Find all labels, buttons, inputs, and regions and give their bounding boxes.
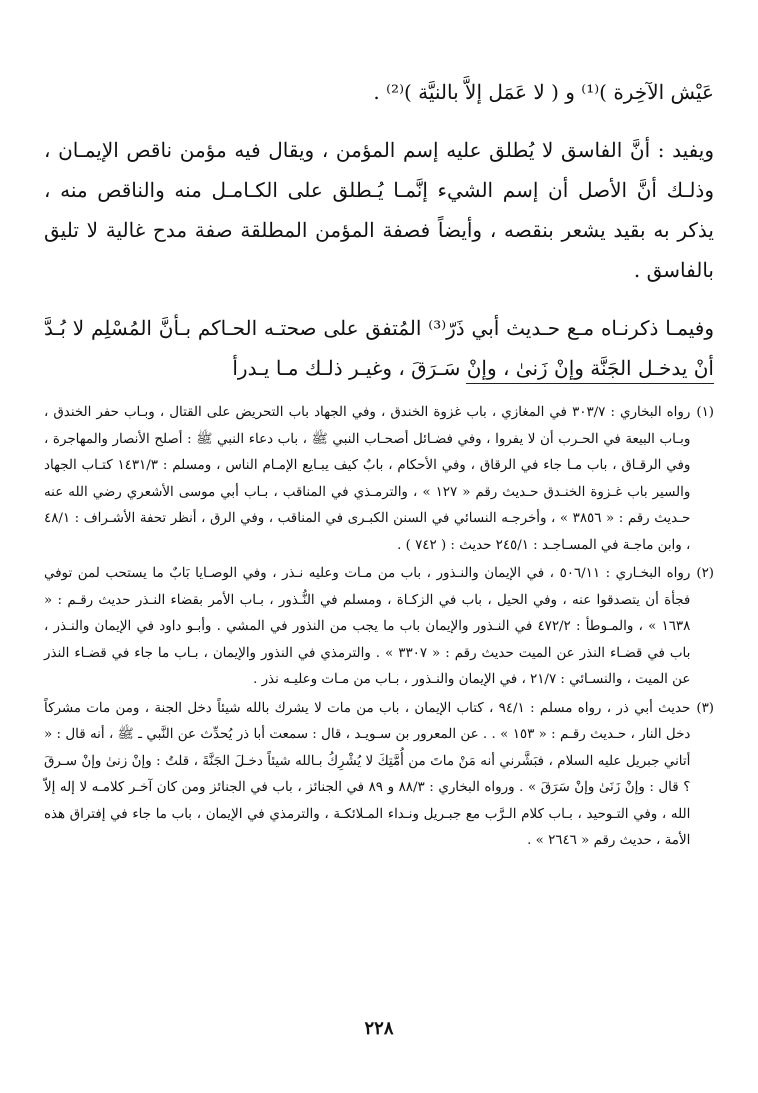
footnote-number: (٢) [696, 566, 714, 581]
footnote-text: رواه البخاري : ٣٠٣/٧ في المغازي ، باب غزوة الخندق ، وفي الجهاد باب التحريض على القتال ، وبـاب حفر الخندق ، وبـاب البيعة في الحـرب أن لا يفروا ، وفي فضـائل أصحـاب النبي ﷺ ، باب دعاء النبي ﷺ : أصلح الأنصار والمهاجرة ، وفي الرقـاق ، باب مـا جاء في الرقاق ، وفي الأحكام ، بابٌ كيف يبـايع الإمـام الناس ، ومسلم : ١٤٣١/٣ كتـاب الجهاد والسير باب غـزوة الخنـدق حـديث رقم « ١٢٧ » ، والترمـذي في المناقب ، بـاب أبي موسى الأشعري رضي الله عنه حـديث رقم : « ٣٨٥٦ » ، وأخرجـه النسائي في السنن الكبـرى في المناقب ، وفي الرق ، أنظر تحفة الأشـراف : ٤٨/١ ، وابن ماجـة في المسـاجـد : ٢٤٥/١ حديث : ( ٧٤٢ ) . [44, 405, 691, 553]
footnote-3 [44, 696, 714, 855]
page-number: ٢٢٨ [364, 1018, 394, 1039]
main-line-continuation: عَيْش الآخِرة )⁽¹⁾ و ( لا عَمَل إلاَّ بالنيَّة )⁽²⁾ . [373, 80, 714, 104]
footnote-number: (٣) [696, 700, 714, 716]
main-text [44, 72, 714, 388]
footnotes [44, 400, 714, 855]
paragraph-gap [44, 290, 714, 308]
footnote-1 [44, 400, 714, 559]
footnote-separator [466, 383, 714, 384]
footnote-2 [44, 561, 714, 694]
footnote-text: رواه البخـاري : ٥٠٦/١١ ، في الإيمان والنـذور ، باب من مـات وعليه نـذر ، وفي الوصـايا بَابٌ ما يستحب لمن توفي فجأة أن يتصدقوا عنه ، وفي الحيل ، باب في الزكـاة ، ومسلم في النُّـذور ، بـاب الأمر بقضاء النـذر حديث رقـم : « ١٦٣٨ » ، والمـوطأ : ٤٧٢/٢ في النـذور والإيمان باب ما يجب من النذور في المشي . وأبـو داود في الإيمان والنـذر ، باب في قضـاء النذر عن الميت حديث رقم : « ٣٣٠٧ » . والترمذي في النذور والإيمان ، بـاب ما جاء في قضـاء النذر عن الميت ، والنسـائي : ٢١/٧ ، في الإيمان والنـذور ، بـاب من مـات وعليـه نذر . [44, 566, 691, 687]
main-paragraph-fasiq: ويفيد : أنَّ الفاسق لا يُطلق عليه إسم المؤمن ، ويقال فيه مؤمن ناقص الإيمـان ، وذلـك أنَّ الأصل أن إسم الشيء إنَّمـا يُـطلق على الكـامـل منه والناقص منه ، يذكر به بقيد يشعر بنقصه ، وأيضاً فصفة المؤمن المطلقة صفة مدح غالية لا تليق بالفاسق . [44, 138, 714, 282]
paragraph-gap [44, 112, 714, 130]
main-paragraph-abu-dharr: وفيمـا ذكرنـاه مـع حـديث أبي ذَرّ⁽³⁾ المُتفق على صحتـه الحـاكم بـأنَّ المُسْلِم لا بُـدَّ أنْ يدخـل الجَنَّة وإنْ زَنىٰ ، وإنْ سَـرَقَ ، وغيـر ذلـك مـا يـدرأ [44, 316, 714, 380]
footnote-number: (١) [696, 405, 714, 420]
footnote-text: حديث أبي ذر ، رواه مسلم : ٩٤/١ ، كتاب الإيمان ، باب من مات لا يشرك بالله شيئاً دخل الجنة ، ومن مات مشركاً دخل النار ، حـديث رقـم : « ١٥٣ » . . عن المعرور بن سـويـد ، قال : سمعت أبا ذر يُحدِّث عن النَّبي ـ ﷺ ، أنه قال : « أتاني جبريل عليه السلام ، فبَشَّرني أنه مَنْ ماتَ من أُمَّتِكَ لا يُشْرِكُ بـالله شيئاً دخـلَ الجَنَّةَ ، قلتُ : وإنْ زنىٰ وإنْ سـرقَ ؟ قال : وإنْ زَنَىٰ وإنْ سَرَقَ » . ورواه البخاري : ٨٨/٣ و ٨٩ في الجنائز ، باب في الجنائز ومن كان آخـر كلامـه لا إله إلاّ الله ، وفي التـوحيد ، بـاب كلام الـرَّب مع جبـريل ونـداء المـلائكـة ، والترمذي في الإيمان ، باب ما جاء في إفتراق هذه الأمة ، حديث رقم « ٢٦٤٦ » . [44, 700, 691, 848]
